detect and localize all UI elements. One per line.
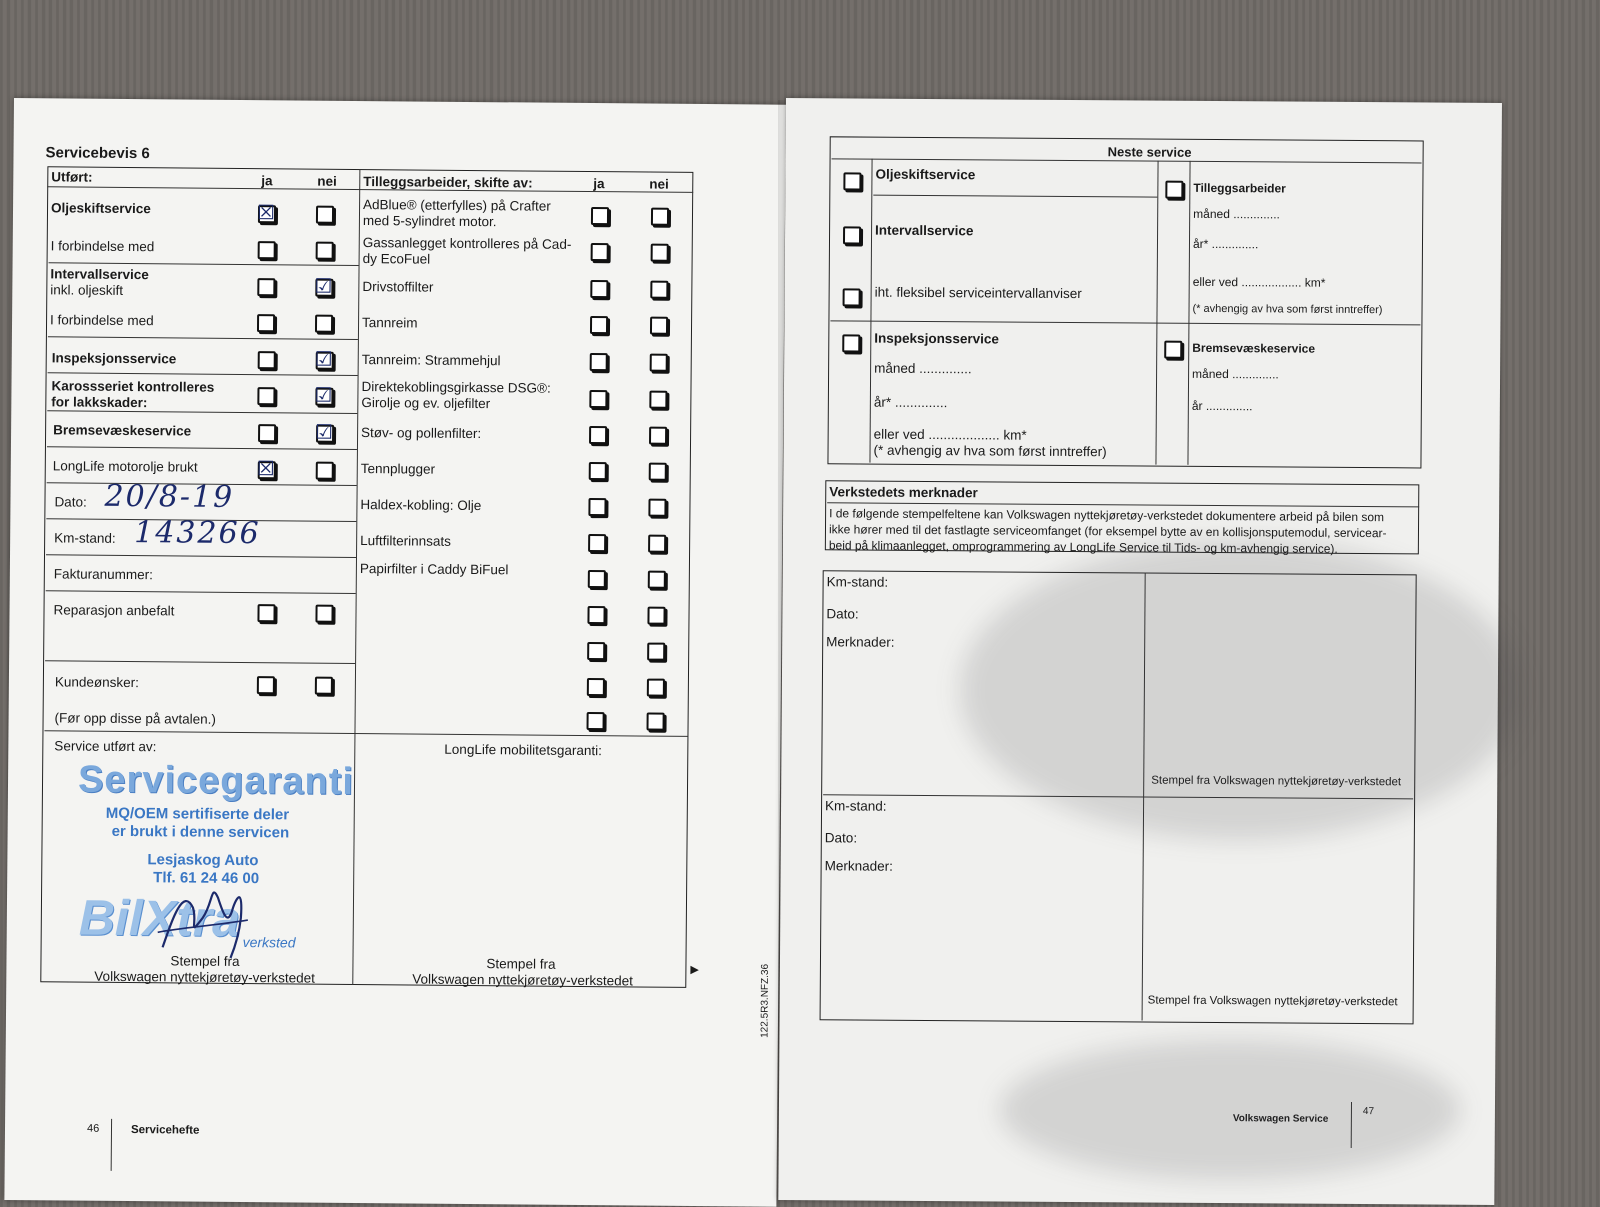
brems-ar: år ..............: [1191, 398, 1253, 414]
checkbox-blank-4-ja[interactable]: [587, 712, 605, 730]
tillegg-dsg: Direktekoblingsgirkasse DSG®:: [361, 379, 551, 396]
stamp-title: Servicegaranti: [77, 758, 355, 803]
checkbox-reparasjon-ja[interactable]: [257, 604, 275, 622]
row-label-forbindelse-1: I forbindelse med: [50, 238, 155, 255]
merknader-label-1: Merknader:: [826, 634, 895, 650]
row-label-longlife: LongLife motorolje brukt: [52, 458, 198, 475]
stamp-line-4: Tlf. 61 24 46 00: [153, 869, 260, 888]
tillegg-haldex: Haldex-kobling: Olje: [360, 497, 482, 514]
tillegg-tennplugger: Tennplugger: [360, 461, 436, 477]
checkbox-kunde-nei[interactable]: [315, 677, 333, 695]
row-label-karosseri-2: for lakkskader:: [51, 394, 148, 411]
checkbox-karosseri-nei[interactable]: ☑: [314, 382, 333, 407]
checkbox-papirfilter-ja[interactable]: [588, 570, 606, 588]
checkbox-forbindelse1-ja[interactable]: [258, 241, 276, 259]
tillegg-papirfilter: Papirfilter i Caddy BiFuel: [359, 561, 509, 578]
checkbox-inspeksjon-nei[interactable]: ☑: [314, 346, 333, 371]
checkbox-blank-3-nei[interactable]: [647, 679, 665, 697]
checkbox-papirfilter-nei[interactable]: [648, 571, 666, 589]
checkbox-oljeskift-nei[interactable]: [316, 206, 334, 224]
forop-label: (Før opp disse på avtalen.): [54, 710, 216, 727]
checkbox-inspeksjon[interactable]: [842, 334, 860, 352]
checkbox-longlife-ja[interactable]: ☒: [256, 456, 275, 481]
km-value[interactable]: 143266: [134, 515, 261, 552]
checkbox-blank-2-nei[interactable]: [647, 643, 665, 661]
longlife-mob-label: LongLife mobilitetsgaranti:: [444, 741, 603, 759]
tillegg-gass-2: dy EcoFuel: [362, 251, 431, 267]
tillegg-adblue: AdBlue® (etterfylles) på Crafter: [363, 197, 551, 214]
checkbox-drivstoff-nei[interactable]: [650, 281, 668, 299]
checkbox-forbindelse2-nei[interactable]: [315, 315, 333, 333]
row-label-forbindelse-2: I forbindelse med: [50, 312, 154, 329]
checkbox-intervall-nei[interactable]: ☑: [314, 273, 333, 298]
stempel-label-right-1: Stempel fra Volkswagen nyttekjøretøy-verkstedet: [1151, 774, 1402, 789]
service-utfort-label: Service utført av:: [54, 738, 157, 755]
iht-label: iht. fleksibel serviceintervallanviser: [874, 284, 1082, 302]
checkbox-pollen-ja[interactable]: [589, 426, 607, 444]
checkbox-strammehjul-ja[interactable]: [590, 353, 608, 371]
row-label-brems: Bremsevæskeservice: [53, 422, 192, 439]
checkbox-tillegg[interactable]: [1165, 181, 1183, 199]
tillegg-eller: eller ved .................. km*: [1192, 274, 1326, 290]
checkbox-oljeskift[interactable]: [843, 172, 861, 190]
footer-page-number: 46: [86, 1122, 100, 1135]
tillegg-dsg-2: Girolje og ev. oljefilter: [361, 395, 491, 412]
footer-title: Servicehefte: [130, 1124, 200, 1137]
checkbox-brems-ja[interactable]: [258, 424, 276, 442]
inspeksjon-avhengig: (* avhengig av hva som først inntreffer): [873, 442, 1107, 460]
km-stand-label-2: Km-stand:: [825, 798, 887, 814]
stempel-label-1: Stempel fra: [170, 953, 240, 970]
checkbox-blank-1-ja[interactable]: [587, 606, 605, 624]
stempel-label-2b: Volkswagen nyttekjøretøy-verkstedet: [412, 971, 633, 989]
checkbox-forbindelse2-ja[interactable]: [257, 314, 275, 332]
checkbox-haldex-ja[interactable]: [588, 498, 606, 516]
checkbox-adblue-ja[interactable]: [591, 207, 609, 225]
checkbox-intervall[interactable]: [843, 226, 861, 244]
inspeksjon-maned: måned ..............: [874, 360, 972, 377]
checkbox-strammehjul-nei[interactable]: [650, 354, 668, 372]
footer-title-right: Volkswagen Service: [1232, 1113, 1329, 1125]
signature-icon: [152, 877, 253, 960]
shadow-overlay: [960, 540, 1520, 840]
checkbox-adblue-nei[interactable]: [651, 208, 669, 226]
tillegg-gass: Gassanlegget kontrolleres på Cad-: [362, 235, 572, 252]
checkbox-oljeskift-ja[interactable]: ☒: [256, 200, 276, 225]
dato-label: Dato:: [54, 494, 87, 510]
checkbox-inspeksjon-ja[interactable]: [258, 351, 276, 369]
checkbox-karosseri-ja[interactable]: [257, 387, 275, 405]
brems-label: Bremsevæskeservice: [1192, 340, 1316, 356]
tillegg-adblue-2: med 5-sylindret motor.: [362, 213, 497, 230]
checkbox-dsg-ja[interactable]: [589, 390, 607, 408]
checkbox-haldex-nei[interactable]: [648, 499, 666, 517]
inspeksjon-label: Inspeksjonsservice: [874, 330, 999, 347]
checkbox-tennplugger-ja[interactable]: [589, 462, 607, 480]
row-label-oljeskift: Oljeskiftservice: [50, 200, 151, 217]
checkbox-blank-3-ja[interactable]: [587, 678, 605, 696]
checkbox-tannreim-nei[interactable]: [650, 317, 668, 335]
row-label-intervall-2: inkl. oljeskift: [50, 282, 124, 298]
tillegg-avhengig: (* avhengig av hva som først inntreffer): [1192, 302, 1383, 317]
merknader-text-2: ikke hører med til det fastlagte serviceomfanget (for eksempel bytte av en kollisjonsputemodul, servicear-: [828, 522, 1387, 541]
neste-service-box: [827, 136, 1423, 468]
checkbox-reparasjon-nei[interactable]: [315, 605, 333, 623]
tillegg-tannreim: Tannreim: [361, 315, 418, 331]
stamp-line-2: er brukt i denne servicen: [111, 822, 290, 842]
dato-label-2: Dato:: [824, 830, 858, 846]
row-label-inspeksjon: Inspeksjonsservice: [51, 350, 177, 367]
oljeskift-label: Oljeskiftservice: [875, 166, 976, 183]
tillegg-drivstoff: Drivstoffilter: [362, 279, 434, 295]
checkbox-longlife-nei[interactable]: [316, 462, 334, 480]
arrow-right-icon: ▶: [690, 963, 699, 977]
footer-divider: [111, 1119, 112, 1171]
row-label-karosseri: Karossseriet kontrolleres: [51, 378, 215, 395]
stamp-line-3: Lesjaskog Auto: [147, 851, 259, 870]
inspeksjon-ar: år* ..............: [873, 394, 948, 411]
header-utfort: Utført:: [51, 169, 93, 185]
checkbox-pollen-nei[interactable]: [649, 427, 667, 445]
header-ja: ja: [261, 173, 273, 189]
header-nei: nei: [317, 173, 337, 189]
checkbox-luftfilter-nei[interactable]: [648, 535, 666, 553]
checkbox-blank-1-nei[interactable]: [647, 607, 665, 625]
checkbox-brems-nei[interactable]: ☑: [314, 419, 334, 444]
stamp-line-1: MQ/OEM sertifiserte deler: [105, 804, 290, 824]
shadow-overlay: [1000, 1040, 1460, 1180]
stempel-label-2: Stempel fra: [486, 956, 556, 972]
checkbox-luftfilter-ja[interactable]: [588, 534, 606, 552]
tillegg-luftfilter: Luftfilterinnsats: [360, 533, 452, 549]
checkbox-blank-2-ja[interactable]: [587, 642, 605, 660]
tillegg-maned: måned ..............: [1193, 206, 1280, 222]
checkbox-tannreim-ja[interactable]: [590, 316, 608, 334]
tillegg-pollen: Støv- og pollenfilter:: [361, 425, 482, 442]
checkbox-dsg-nei[interactable]: [649, 391, 667, 409]
intervall-label: Intervallservice: [875, 222, 974, 239]
dato-value[interactable]: 20/8-19: [104, 478, 235, 515]
neste-service-title: Neste service: [1107, 144, 1192, 160]
row-label-intervall: Intervallservice: [50, 266, 149, 283]
header-tillegg: Tilleggsarbeider, skifte av:: [363, 174, 533, 191]
header-nei-2: nei: [649, 176, 669, 192]
brems-maned: måned ..............: [1192, 366, 1279, 382]
footer-page-number-right: 47: [1362, 1106, 1375, 1118]
checkbox-gass-ja[interactable]: [591, 243, 609, 261]
header-ja-2: ja: [593, 176, 605, 192]
kunde-label: Kundeønsker:: [54, 674, 140, 691]
checkbox-gass-nei[interactable]: [651, 244, 669, 262]
checkbox-iht[interactable]: [843, 288, 861, 306]
merknader-text-3: beid på klimaanlegget, omprogrammering av LongLife Service til Tids- og km-avhengig service).: [828, 538, 1338, 556]
reparasjon-label: Reparasjon anbefalt: [53, 602, 175, 619]
bilxtra-logo: BilXtra: [78, 889, 241, 948]
checkbox-tennplugger-nei[interactable]: [649, 463, 667, 481]
tillegg-label: Tilleggsarbeider: [1193, 180, 1286, 196]
merknader-text-1: I de følgende stempelfeltene kan Volkswagen nyttekjøretøy-verkstedet dokumentere arbeid på bilen som: [829, 506, 1385, 525]
stempel-label-1b: Volkswagen nyttekjøretøy-verkstedet: [94, 968, 315, 986]
checkbox-drivstoff-ja[interactable]: [590, 280, 608, 298]
checkbox-forbindelse1-nei[interactable]: [316, 242, 334, 260]
km-stand-label-1: Km-stand:: [826, 574, 889, 590]
tillegg-ar: år* ..............: [1192, 236, 1259, 252]
left-page: [4, 98, 786, 1207]
side-code: 122.5R3.NFZ.36: [759, 963, 771, 1038]
page-title: Servicebevis 6: [45, 144, 150, 163]
merknader-label-2: Merknader:: [824, 858, 893, 874]
checkbox-kunde-ja[interactable]: [257, 676, 275, 694]
faktura-label: Fakturanummer:: [53, 566, 153, 583]
checkbox-brems[interactable]: [1164, 341, 1182, 359]
bilxtra-logo-sub: verksted: [242, 934, 296, 951]
stempel-label-right-2: Stempel fra Volkswagen nyttekjøretøy-verkstedet: [1147, 994, 1398, 1009]
merknader-title: Verkstedets merknader: [829, 484, 978, 501]
dato-label-1: Dato:: [826, 606, 859, 622]
km-label: Km-stand:: [54, 530, 116, 546]
tillegg-strammehjul: Tannreim: Strammehjul: [361, 352, 501, 369]
inspeksjon-eller: eller ved ................... km*: [873, 426, 1027, 443]
checkbox-intervall-ja[interactable]: [257, 278, 275, 296]
checkbox-blank-4-nei[interactable]: [647, 713, 665, 731]
